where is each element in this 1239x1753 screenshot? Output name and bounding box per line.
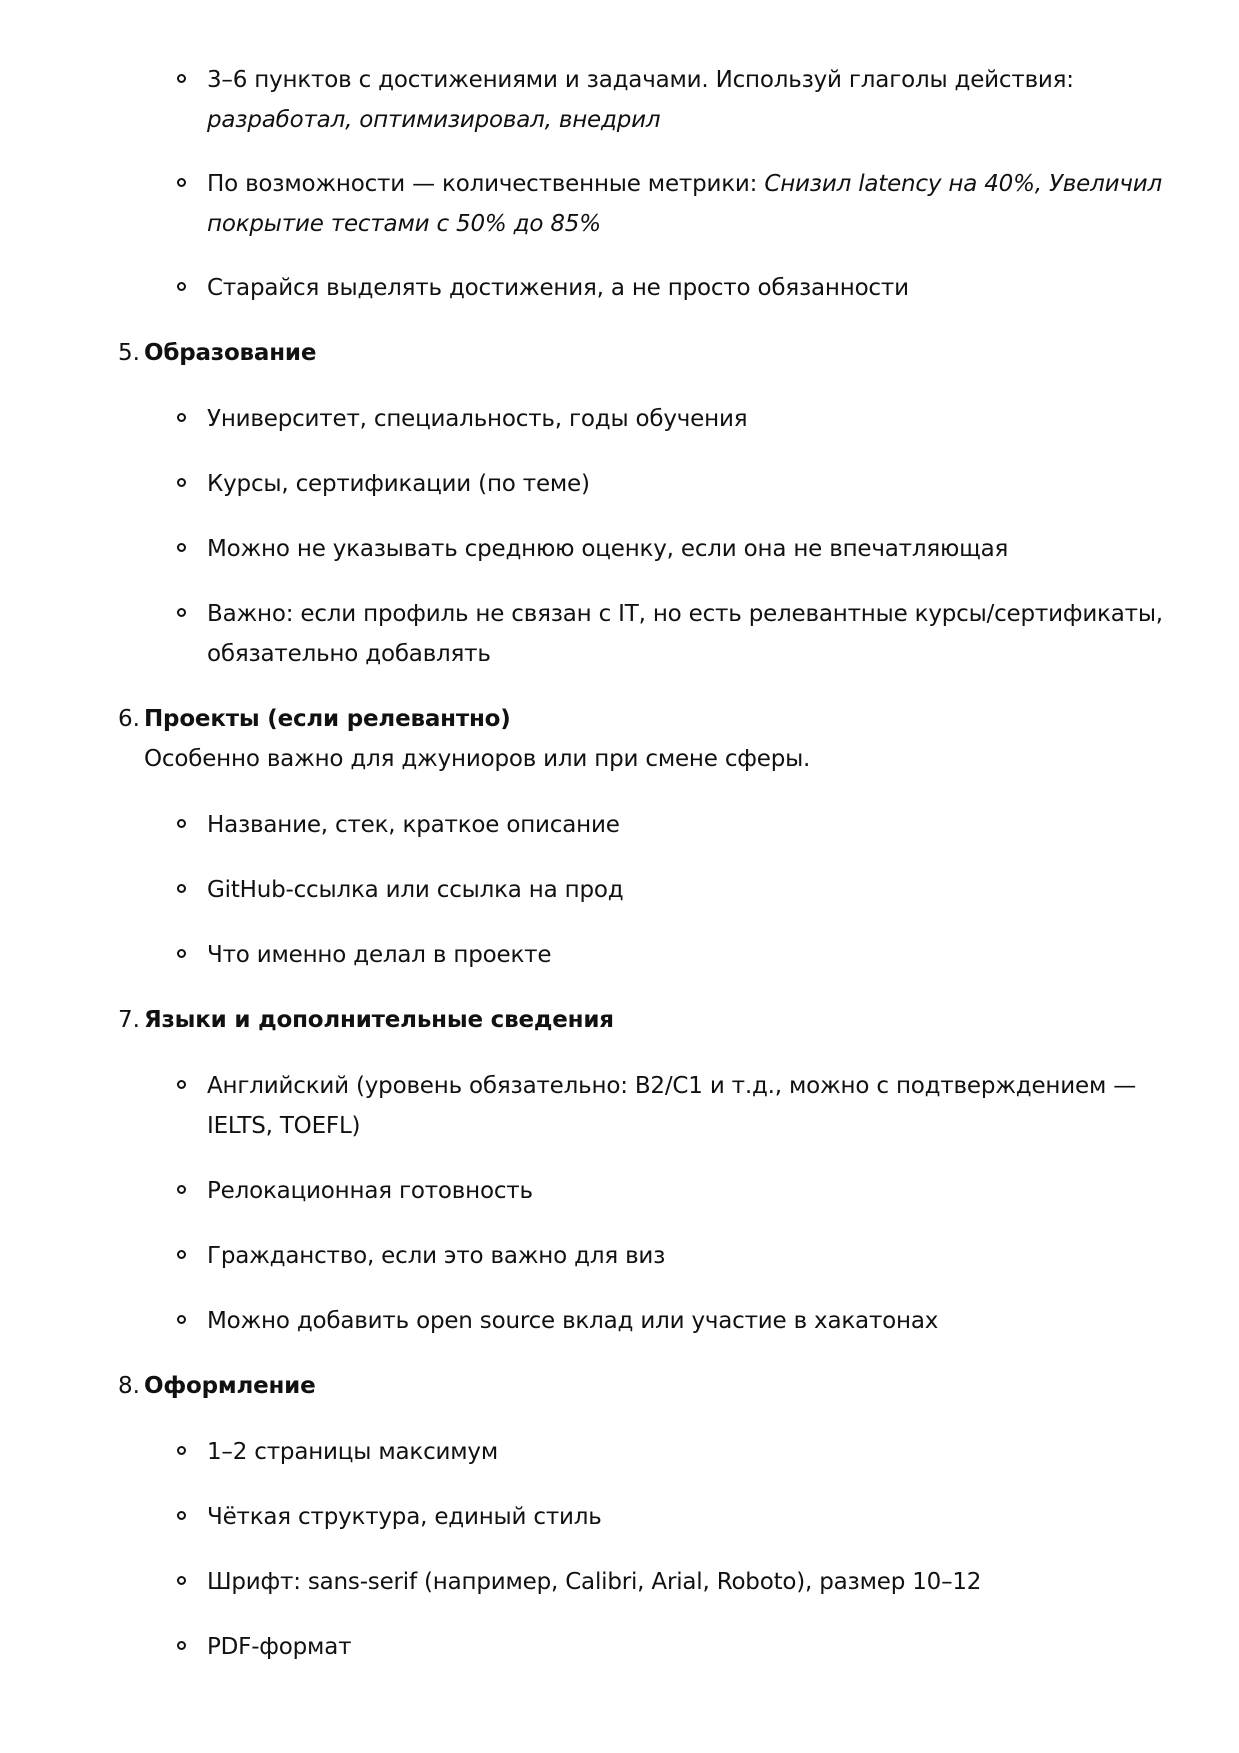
section-number: 5. xyxy=(118,340,140,366)
bullet-circle-icon xyxy=(177,543,186,552)
bullet-circle-icon xyxy=(177,413,186,422)
section-title: Языки и дополнительные сведения xyxy=(144,1007,614,1033)
bullet-circle-icon xyxy=(177,1315,186,1324)
section-title: Оформление xyxy=(144,1373,316,1399)
list-item-continuation: обязательно добавлять xyxy=(207,641,491,667)
bullet-circle-icon xyxy=(177,1185,186,1194)
list-item: Важно: если профиль не связан с IT, но есть релевантные курсы/сертификаты, xyxy=(207,601,1163,627)
list-item: Можно не указывать среднюю оценку, если она не впечатляющая xyxy=(207,536,1009,562)
bullet-circle-icon xyxy=(177,178,186,187)
list-item: По возможности — количественные метрики: Снизил latency на 40%, Увеличил xyxy=(207,171,1162,197)
bullet-circle-icon xyxy=(177,1446,186,1455)
list-item-continuation: IELTS, TOEFL) xyxy=(207,1113,361,1139)
list-item-continuation: разработал, оптимизировал, внедрил xyxy=(207,107,661,133)
list-item: 1–2 страницы максимум xyxy=(207,1439,498,1465)
list-item: Релокационная готовность xyxy=(207,1178,533,1204)
list-item: PDF-формат xyxy=(207,1634,352,1660)
bullet-circle-icon xyxy=(177,1250,186,1259)
bullet-circle-icon xyxy=(177,1576,186,1585)
list-item: 3–6 пунктов с достижениями и задачами. Используй глаголы действия: xyxy=(207,67,1074,93)
bullet-circle-icon xyxy=(177,74,186,83)
list-item: Что именно делал в проекте xyxy=(207,942,552,968)
list-item: Курсы, сертификации (по теме) xyxy=(207,471,590,497)
list-item: Гражданство, если это важно для виз xyxy=(207,1243,666,1269)
list-item: Старайся выделять достижения, а не просто обязанности xyxy=(207,275,909,301)
list-item: Название, стек, краткое описание xyxy=(207,812,620,838)
bullet-circle-icon xyxy=(177,478,186,487)
list-item: Университет, специальность, годы обучения xyxy=(207,406,748,432)
list-item: Чёткая структура, единый стиль xyxy=(207,1504,602,1530)
list-item: Английский (уровень обязательно: B2/C1 и т.д., можно с подтверждением — xyxy=(207,1073,1137,1099)
section-title: Проекты (если релевантно) xyxy=(144,706,511,732)
bullet-circle-icon xyxy=(177,1641,186,1650)
list-item: Можно добавить open source вклад или участие в хакатонах xyxy=(207,1308,939,1334)
section-title: Образование xyxy=(144,340,317,366)
bullet-circle-icon xyxy=(177,819,186,828)
section-number: 6. xyxy=(118,706,140,732)
bullet-circle-icon xyxy=(177,949,186,958)
section-number: 7. xyxy=(118,1007,140,1033)
bullet-circle-icon xyxy=(177,608,186,617)
section-subtitle: Особенно важно для джуниоров или при смене сферы. xyxy=(144,746,811,772)
list-item: Шрифт: sans-serif (например, Calibri, Arial, Roboto), размер 10–12 xyxy=(207,1569,982,1595)
bullet-circle-icon xyxy=(177,884,186,893)
list-item-continuation: покрытие тестами с 50% до 85% xyxy=(207,211,601,237)
section-number: 8. xyxy=(118,1373,140,1399)
list-item: GitHub-ссылка или ссылка на прод xyxy=(207,877,624,903)
bullet-circle-icon xyxy=(177,1511,186,1520)
bullet-circle-icon xyxy=(177,282,186,291)
bullet-circle-icon xyxy=(177,1080,186,1089)
